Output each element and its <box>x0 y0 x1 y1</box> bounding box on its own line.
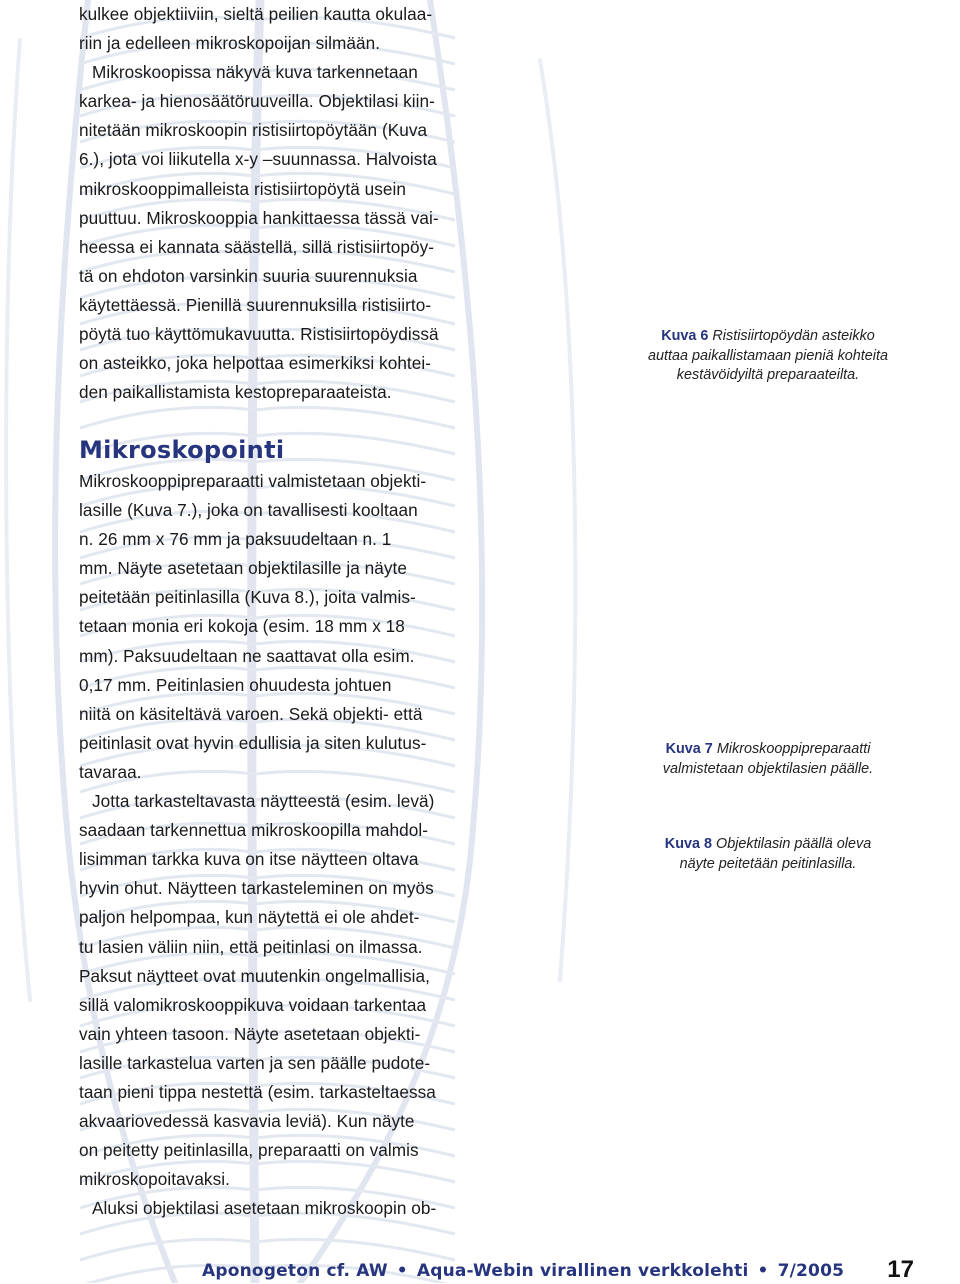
text-line: tä on ehdoton varsinkin suuria suurennuksia <box>79 265 418 286</box>
text-line: tetaan monia eri kokoja (esim. 18 mm x 18 <box>79 616 405 637</box>
caption-label: Kuva 7 <box>665 741 713 757</box>
footer-subtitle: Aqua-Webin virallinen verkkolehti <box>416 1261 749 1281</box>
text-line: akvaariovedessä kasvavia leviä). Kun näyte <box>79 1111 415 1132</box>
text-line: taan pieni tippa nestettä (esim. tarkasteltaessa <box>79 1081 436 1102</box>
footer-issue: 7/2005 <box>777 1261 845 1281</box>
caption-kuva-8 <box>622 835 914 874</box>
caption-text: auttaa paikallistamaan pieniä kohteita <box>647 347 888 364</box>
text-line: vain yhteen tasoon. Näyte asetetaan objekti- <box>79 1023 421 1044</box>
caption-text: Mikroskooppipreparaatti <box>716 741 871 757</box>
footer-separator: • <box>757 1261 769 1281</box>
text-line: mikroskopoitavaksi. <box>79 1169 230 1190</box>
text-line: den paikallistamista kestopreparaateista. <box>79 382 392 403</box>
caption-text: näyte peitetään peitinlasilla. <box>679 855 857 872</box>
text-line: 6.), jota voi liikutella x-y –suunnassa. Halvoista <box>79 149 437 170</box>
text-line: tu lasien väliin niin, että peitinlasi on ilmassa. <box>79 936 423 957</box>
text-line: on asteikko, joka helpottaa esimerkiksi kohtei- <box>79 353 431 374</box>
caption-label: Kuva 6 <box>661 328 709 344</box>
text-line: on peitetty peitinlasilla, preparaatti on valmis <box>79 1140 419 1161</box>
caption-kuva-7 <box>622 740 914 779</box>
caption-kuva-6 <box>622 327 914 386</box>
text-line: lasille (Kuva 7.), joka on tavallisesti kooltaan <box>79 500 418 521</box>
text-line: heessa ei kannata säästellä, sillä ristisiirtopöy- <box>79 236 435 257</box>
text-line: n. 26 mm x 76 mm ja paksuudeltaan n. 1 <box>79 529 392 550</box>
caption-text: valmistetaan objektilasien päälle. <box>662 760 874 777</box>
text-line: Aluksi objektilasi asetetaan mikroskoopin ob- <box>92 1198 437 1219</box>
caption-text: Ristisiirtopöydän asteikko <box>712 328 875 344</box>
caption-text: kestävöidyiltä preparaateilta. <box>676 367 860 383</box>
text-line: Paksut näytteet ovat muutenkin ongelmallisia, <box>79 965 430 986</box>
text-line: paljon helpompaa, kun näytettä ei ole ahdet- <box>79 907 420 928</box>
text-line: Mikroskoopissa näkyvä kuva tarkennetaan <box>92 62 418 83</box>
text-line: pöytä tuo käyttömukavuutta. Ristisiirtopöydissä <box>79 324 439 345</box>
footer-magazine: Aponogeton cf. AW <box>202 1261 388 1281</box>
footer-line <box>202 1261 844 1281</box>
text-line: Jotta tarkasteltavasta näytteestä (esim. levä) <box>92 791 435 812</box>
text-line: käytettäessä. Pienillä suurennuksilla ristisiirto- <box>79 294 432 315</box>
section-heading: Mikroskopointi <box>79 436 285 464</box>
text-line: sillä valomikroskooppikuva voidaan tarkentaa <box>79 994 427 1015</box>
text-line: mikroskooppimalleista ristisiirtopöytä usein <box>79 178 406 199</box>
text-line: riin ja edelleen mikroskopoijan silmään. <box>79 33 381 54</box>
text-line: nitetään mikroskoopin ristisiirtopöytään (Kuva <box>79 120 428 141</box>
text-line: Mikroskooppipreparaatti valmistetaan objekti- <box>79 471 427 491</box>
text-line: mm. Näyte asetetaan objektilasille ja näyte <box>79 558 407 579</box>
text-line: niitä on käsiteltävä varoen. Sekä objekti- että <box>79 703 423 724</box>
text-line: saadaan tarkennettua mikroskoopilla mahdol- <box>79 820 428 841</box>
text-line: karkea- ja hienosäätöruuveilla. Objektilasi kiin- <box>79 91 435 112</box>
footer-separator: • <box>396 1261 408 1281</box>
text-line: mm). Paksuudeltaan ne saattavat olla esim. <box>79 645 415 666</box>
body-text-bottom <box>79 467 436 1223</box>
text-line: hyvin ohut. Näytteen tarkasteleminen on myös <box>79 878 434 899</box>
text-line: lisimman tarkka kuva on itse näytteen oltava <box>79 849 419 870</box>
page-number: 17 <box>887 1256 914 1283</box>
caption-text: Objektilasin päällä oleva <box>716 836 872 852</box>
text-line: lasille tarkastelua varten ja sen päälle pudote- <box>79 1052 431 1073</box>
caption-label: Kuva 8 <box>664 836 712 852</box>
text-line: tavaraa. <box>79 761 142 782</box>
text-line: puuttuu. Mikroskooppia hankittaessa tässä vai- <box>79 207 439 228</box>
text-line: kulkee objektiiviin, sieltä peilien kautta okulaa- <box>79 4 433 24</box>
text-line: peitetään peitinlasilla (Kuva 8.), joita valmis- <box>79 587 416 608</box>
body-text-top <box>79 0 439 407</box>
text-line: peitinlasit ovat hyvin edullisia ja siten kulutus- <box>79 732 427 753</box>
text-line: 0,17 mm. Peitinlasien ohuudesta johtuen <box>79 674 392 695</box>
